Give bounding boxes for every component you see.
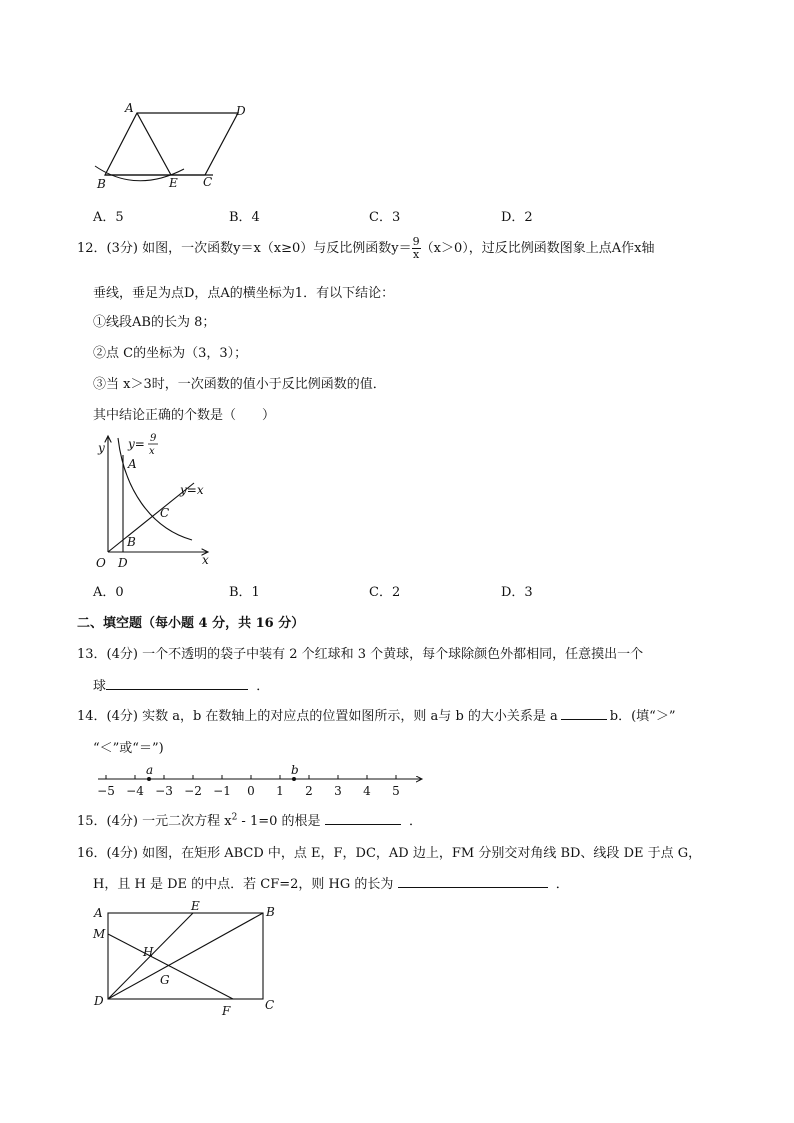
- fig16-label-A: A: [94, 906, 103, 920]
- fig11-label-E: E: [169, 176, 178, 190]
- numline-tick-label: −4: [126, 784, 144, 798]
- q12-option-d: D．3: [501, 585, 533, 600]
- q11-figure: [86, 98, 256, 198]
- q15-mid: - 1=0 的根是: [237, 814, 321, 829]
- q16-line2-post: ．: [555, 877, 569, 892]
- fig12-line-label: y=x: [180, 483, 204, 497]
- q12-number: 12．(3分): [77, 241, 138, 256]
- q15-pre: 15．(4分) 一元二次方程 x: [77, 814, 232, 829]
- q12-question: 其中结论正确的个数是（ ）: [93, 408, 276, 423]
- fig12-origin-label: O: [96, 556, 106, 570]
- fig16-label-F: F: [222, 1004, 231, 1018]
- q13-line2: [93, 675, 269, 694]
- fig11-label-B: B: [97, 177, 106, 191]
- q12-conclusion-1: ①线段AB的长为 8；: [93, 315, 216, 330]
- q14-answer-blank[interactable]: [561, 707, 607, 720]
- fig16-label-H: H: [143, 945, 154, 959]
- q12-option-b: B．1: [229, 585, 260, 600]
- numline-tick-label: 5: [392, 784, 400, 798]
- q13-line2-pre: 球: [93, 679, 107, 694]
- numline-tick-label: −3: [155, 784, 173, 798]
- q12-conclusion-2: ②点 C的坐标为（3，3）；: [93, 346, 248, 361]
- numline-label-a: a: [146, 763, 154, 777]
- numline-tick-label: −1: [213, 784, 231, 798]
- q14-number-line: [92, 762, 432, 798]
- fig11-label-C: C: [203, 175, 213, 189]
- q11-option-b: B．4: [229, 210, 260, 225]
- q12-option-c: C．2: [369, 585, 401, 600]
- q15-sup: 2: [231, 812, 238, 823]
- q15-post: ．: [408, 814, 422, 829]
- fig12-curve-num: 9: [150, 433, 157, 444]
- numline-tick-label: 1: [276, 784, 284, 798]
- q13-line2-post: ．: [256, 679, 270, 694]
- q11-option-a: A．5: [93, 210, 124, 225]
- q12-line1-a: 如图，一次函数y＝x（x≥0）与反比例函数y＝: [142, 241, 412, 256]
- q12-option-a: A．0: [93, 585, 124, 600]
- q14-line1-pre: 14．(4分) 实数 a，b 在数轴上的对应点的位置如图所示，则 a与 b 的大小关系是 a: [77, 709, 558, 724]
- fig11-label-A: A: [125, 101, 134, 115]
- numline-tick-label: −5: [97, 784, 115, 798]
- numline-tick-label: 4: [363, 784, 371, 798]
- q16-line2: [93, 873, 569, 892]
- numline-tick-label: 2: [305, 784, 313, 798]
- fig16-label-G: G: [160, 973, 170, 987]
- q12-frac-num: 9: [412, 235, 420, 248]
- numline-tick-label: 0: [247, 784, 255, 798]
- numline-tick-label: −2: [184, 784, 202, 798]
- fig12-label-A: A: [128, 457, 137, 471]
- q12-line1: [77, 236, 654, 261]
- fig12-label-D: D: [118, 556, 128, 570]
- fig11-label-D: D: [236, 104, 246, 118]
- q12-conclusion-3: ③当 x＞3时，一次函数的值小于反比例函数的值．: [93, 377, 386, 392]
- numline-tick-label: 3: [334, 784, 342, 798]
- q16-line2-pre: H，且 H 是 DE 的中点．若 CF=2，则 HG 的长为: [93, 877, 394, 892]
- q15-line: [77, 810, 422, 829]
- fig12-label-C: C: [160, 506, 170, 520]
- q14-line1-post: b．(填“＞”: [609, 709, 676, 724]
- fig12-label-B: B: [127, 535, 136, 549]
- q16-line1: 16．(4分) 如图，在矩形 ABCD 中，点 E，F，DC，AD 边上，FM 分别交对角线 BD、线段 DE 于点 G，: [77, 846, 702, 861]
- numline-label-b: b: [291, 763, 299, 777]
- q15-answer-blank[interactable]: [325, 812, 401, 825]
- q11-option-d: D．2: [501, 210, 533, 225]
- q14-line1: [77, 705, 675, 724]
- q12-figure: [90, 428, 220, 573]
- fig12-x-label: x: [202, 553, 209, 567]
- q12-fraction: [412, 236, 421, 261]
- fig12-y-label: y: [98, 441, 105, 455]
- q12-frac-den: x: [413, 248, 420, 261]
- fig16-label-M: M: [93, 927, 106, 941]
- fig16-label-E: E: [191, 899, 200, 913]
- fig16-label-B: B: [266, 905, 275, 919]
- section-2-heading: 二、填空题（每小题 4 分，共 16 分）: [77, 616, 305, 631]
- q13-line1: 13．(4分) 一个不透明的袋子中装有 2 个红球和 3 个黄球，每个球除颜色外都相同，任意摸出一个: [77, 647, 644, 662]
- q14-line2: “＜”或“＝”): [93, 741, 164, 756]
- q12-line2: 垂线，垂足为点D，点A的横坐标为1．有以下结论：: [93, 286, 395, 301]
- q11-option-c: C．3: [369, 210, 401, 225]
- q13-answer-blank[interactable]: [106, 677, 248, 690]
- fig16-label-D: D: [94, 994, 104, 1008]
- fig12-curve-label: y=: [128, 437, 145, 451]
- fig12-curve-den: x: [149, 446, 155, 457]
- q12-line1-b: （x＞0），过反比例函数图象上点A作x轴: [420, 241, 655, 256]
- fig16-label-C: C: [265, 998, 275, 1012]
- q16-figure: [88, 898, 288, 1023]
- q16-answer-blank[interactable]: [398, 875, 548, 888]
